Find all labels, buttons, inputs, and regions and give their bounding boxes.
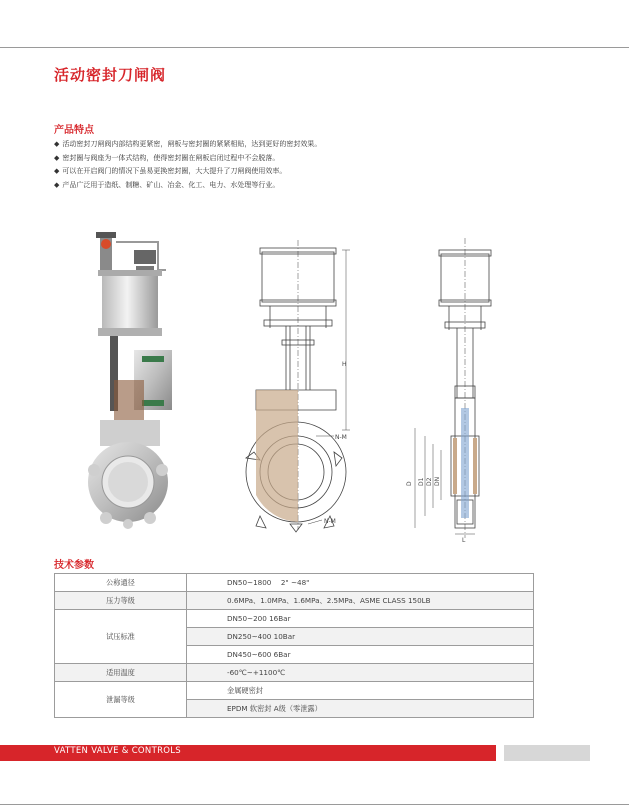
nm-bottom-label: N-M — [324, 518, 336, 525]
bullet-icon: ◆ — [54, 140, 60, 148]
spec-table — [54, 573, 534, 718]
dim-h-label: H — [342, 361, 347, 368]
dim-d2-label: D2 — [426, 477, 433, 486]
spec-value: DN50~1800 2" ~48" — [187, 574, 534, 592]
spec-value: -60℃~+1100℃ — [187, 664, 534, 682]
bullet-icon: ◆ — [54, 167, 60, 175]
bullet-icon: ◆ — [54, 180, 60, 189]
feature-item — [54, 179, 574, 193]
bottom-rule — [0, 804, 629, 805]
spec-value: DN250~400 10Bar — [187, 628, 534, 646]
table-row — [55, 592, 534, 610]
features-list — [54, 138, 574, 192]
spec-value: EPDM 软密封 A级（零泄露） — [187, 700, 534, 718]
valve-photo — [88, 230, 188, 530]
feature-item — [54, 165, 574, 179]
top-rule — [0, 47, 629, 48]
dim-d1-label: D1 — [418, 477, 425, 486]
specs-heading: 技术参数 — [54, 560, 94, 571]
footer-grey-block — [504, 745, 590, 761]
feature-item — [54, 152, 574, 166]
spec-label: 适用温度 — [55, 664, 187, 682]
nm-top-label: N-M — [335, 434, 347, 441]
spec-label: 泄漏等级 — [55, 682, 187, 718]
feature-text: 密封圈与阀座为一体式结构，使得密封圈在闸板启闭过程中不会脱落。 — [62, 153, 280, 162]
spec-label: 试压标准 — [55, 610, 187, 664]
spec-value: DN450~600 6Bar — [187, 646, 534, 664]
spec-label: 公称通径 — [55, 574, 187, 592]
page-title: 活动密封刀闸阀 — [54, 66, 167, 84]
spec-value: DN50~200 16Bar — [187, 610, 534, 628]
table-row — [55, 682, 534, 700]
side-view-drawing — [405, 238, 500, 543]
dim-d-label: D — [406, 481, 413, 486]
spec-value: 0.6MPa、1.0MPa、1.6MPa、2.5MPa、ASME CLASS 150LB — [187, 592, 534, 610]
dim-dn-label: DN — [434, 476, 441, 486]
feature-text: 可以在开启阀门的情况下虽易更换密封圈，大大提升了刀闸阀使用效率。 — [62, 167, 287, 175]
front-view-drawing — [238, 240, 358, 535]
table-row — [55, 610, 534, 628]
table-row — [55, 574, 534, 592]
feature-text: 活动密封刀闸阀内部结构更紧密，闸板与密封圈的紧紧相贴，达到更好的密封效果。 — [62, 140, 322, 148]
spec-value: 金属硬密封 — [187, 682, 534, 700]
spec-label: 压力等级 — [55, 592, 187, 610]
feature-item — [54, 138, 574, 152]
bullet-icon: ◆ — [54, 153, 60, 162]
dim-l-label: L — [462, 537, 466, 543]
footer-brand: VATTEN VALVE & CONTROLS — [54, 746, 181, 756]
table-row — [55, 664, 534, 682]
feature-text: 产品广泛用于造纸、制糖、矿山、冶金、化工、电力、水处理等行业。 — [62, 180, 280, 189]
features-heading: 产品特点 — [54, 125, 94, 136]
